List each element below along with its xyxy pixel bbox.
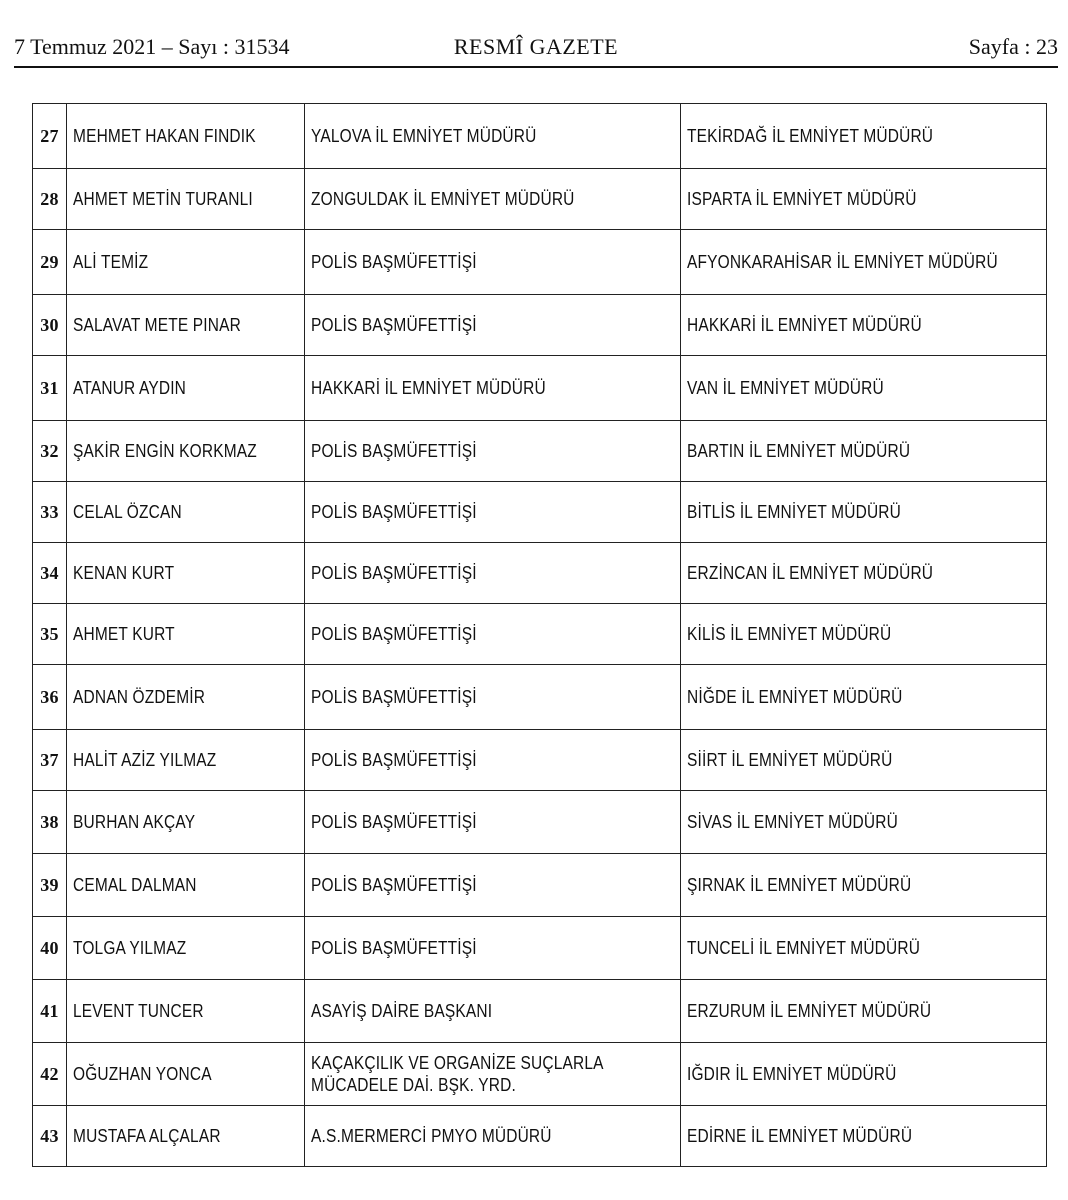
new-position-cell <box>681 980 1047 1043</box>
row-number-cell <box>33 104 67 169</box>
person-name-cell <box>67 421 305 482</box>
current-position-cell <box>305 230 681 295</box>
current-position-cell <box>305 791 681 854</box>
current-position-cell <box>305 1106 681 1167</box>
row-number-cell <box>33 543 67 604</box>
current-position: POLİS BAŞMÜFETTİŞİ <box>311 314 477 335</box>
row-number: 39 <box>40 874 59 895</box>
current-position: POLİS BAŞMÜFETTİŞİ <box>311 440 477 461</box>
person-name-cell <box>67 169 305 230</box>
new-position: TUNCELİ İL EMNİYET MÜDÜRÜ <box>687 937 921 958</box>
new-position: NİĞDE İL EMNİYET MÜDÜRÜ <box>687 686 903 707</box>
person-name-cell <box>67 730 305 791</box>
row-number: 43 <box>40 1125 59 1146</box>
new-position-cell <box>681 1043 1047 1106</box>
person-name-cell <box>67 295 305 356</box>
new-position-cell <box>681 169 1047 230</box>
person-name: MUSTAFA ALÇALAR <box>73 1125 221 1146</box>
current-position: KAÇAKÇILIK VE ORGANİZE SUÇLARLA MÜCADELE DAİ. BŞK. YRD. <box>311 1052 603 1095</box>
person-name-cell <box>67 543 305 604</box>
person-name-cell <box>67 230 305 295</box>
person-name-cell <box>67 482 305 543</box>
person-name: HALİT AZİZ YILMAZ <box>73 749 217 770</box>
new-position-cell <box>681 295 1047 356</box>
row-number-cell <box>33 482 67 543</box>
row-number-cell <box>33 791 67 854</box>
row-number-cell <box>33 356 67 421</box>
person-name: ŞAKİR ENGİN KORKMAZ <box>73 440 257 461</box>
new-position: ERZURUM İL EMNİYET MÜDÜRÜ <box>687 1000 932 1021</box>
current-position-cell <box>305 104 681 169</box>
new-position-cell <box>681 543 1047 604</box>
current-position-cell <box>305 295 681 356</box>
current-position: HAKKARİ İL EMNİYET MÜDÜRÜ <box>311 377 546 398</box>
row-number: 32 <box>40 440 59 461</box>
new-position: VAN İL EMNİYET MÜDÜRÜ <box>687 377 884 398</box>
row-number-cell <box>33 665 67 730</box>
row-number-cell <box>33 230 67 295</box>
row-number-cell <box>33 917 67 980</box>
current-position: ZONGULDAK İL EMNİYET MÜDÜRÜ <box>311 188 575 209</box>
person-name: OĞUZHAN YONCA <box>73 1063 212 1084</box>
row-number: 41 <box>40 1000 59 1021</box>
table-row <box>33 295 1047 356</box>
row-number: 37 <box>40 749 59 770</box>
person-name-cell <box>67 1043 305 1106</box>
new-position-cell <box>681 421 1047 482</box>
person-name-cell <box>67 356 305 421</box>
current-position: YALOVA İL EMNİYET MÜDÜRÜ <box>311 125 537 146</box>
table-row <box>33 791 1047 854</box>
table-row <box>33 1106 1047 1167</box>
new-position: EDİRNE İL EMNİYET MÜDÜRÜ <box>687 1125 913 1146</box>
new-position: SİİRT İL EMNİYET MÜDÜRÜ <box>687 749 893 770</box>
new-position: SİVAS İL EMNİYET MÜDÜRÜ <box>687 811 898 832</box>
row-number: 29 <box>40 251 59 272</box>
current-position-cell <box>305 604 681 665</box>
table-row <box>33 169 1047 230</box>
row-number: 38 <box>40 811 59 832</box>
row-number-cell <box>33 421 67 482</box>
person-name-cell <box>67 665 305 730</box>
row-number: 42 <box>40 1063 59 1084</box>
gazette-title: RESMÎ GAZETE <box>453 34 619 59</box>
person-name-cell <box>67 1106 305 1167</box>
row-number-cell <box>33 604 67 665</box>
person-name-cell <box>67 104 305 169</box>
appointments-table <box>32 103 1047 1167</box>
row-number: 34 <box>40 562 59 583</box>
new-position-cell <box>681 482 1047 543</box>
new-position-cell <box>681 1106 1047 1167</box>
new-position-cell <box>681 665 1047 730</box>
person-name: AHMET METİN TURANLI <box>73 188 253 209</box>
row-number: 40 <box>40 937 59 958</box>
new-position: ERZİNCAN İL EMNİYET MÜDÜRÜ <box>687 562 934 583</box>
new-position: KİLİS İL EMNİYET MÜDÜRÜ <box>687 623 892 644</box>
current-position: POLİS BAŞMÜFETTİŞİ <box>311 811 477 832</box>
current-position-cell <box>305 917 681 980</box>
current-position-cell <box>305 1043 681 1106</box>
row-number: 28 <box>40 188 59 209</box>
row-number-cell <box>33 1106 67 1167</box>
row-number-cell <box>33 980 67 1043</box>
page-number: Sayfa : 23 <box>968 34 1058 59</box>
person-name: BURHAN AKÇAY <box>73 811 196 832</box>
row-number: 36 <box>40 686 59 707</box>
current-position: ASAYİŞ DAİRE BAŞKANI <box>311 1000 493 1021</box>
row-number: 35 <box>40 623 59 644</box>
table-row <box>33 854 1047 917</box>
current-position: POLİS BAŞMÜFETTİŞİ <box>311 623 477 644</box>
new-position: BİTLİS İL EMNİYET MÜDÜRÜ <box>687 501 902 522</box>
page-header <box>14 30 1058 70</box>
table-row <box>33 980 1047 1043</box>
current-position: POLİS BAŞMÜFETTİŞİ <box>311 501 477 522</box>
table-row <box>33 1043 1047 1106</box>
current-position-cell <box>305 543 681 604</box>
new-position-cell <box>681 730 1047 791</box>
current-position: POLİS BAŞMÜFETTİŞİ <box>311 251 477 272</box>
person-name: ALİ TEMİZ <box>73 251 149 272</box>
new-position: AFYONKARAHİSAR İL EMNİYET MÜDÜRÜ <box>687 251 998 272</box>
new-position: BARTIN İL EMNİYET MÜDÜRÜ <box>687 440 911 461</box>
current-position-cell <box>305 356 681 421</box>
row-number-cell <box>33 730 67 791</box>
table-row <box>33 104 1047 169</box>
new-position-cell <box>681 917 1047 980</box>
current-position-cell <box>305 665 681 730</box>
issue-date-number: 7 Temmuz 2021 – Sayı : 31534 <box>14 34 290 59</box>
person-name: MEHMET HAKAN FINDIK <box>73 125 256 146</box>
new-position-cell <box>681 854 1047 917</box>
person-name-cell <box>67 791 305 854</box>
new-position: IĞDIR İL EMNİYET MÜDÜRÜ <box>687 1063 897 1084</box>
person-name: CELAL ÖZCAN <box>73 501 182 522</box>
row-number-cell <box>33 169 67 230</box>
current-position: POLİS BAŞMÜFETTİŞİ <box>311 874 477 895</box>
new-position-cell <box>681 230 1047 295</box>
new-position: ŞIRNAK İL EMNİYET MÜDÜRÜ <box>687 874 912 895</box>
current-position: A.S.MERMERCİ PMYO MÜDÜRÜ <box>311 1125 552 1146</box>
current-position: POLİS BAŞMÜFETTİŞİ <box>311 562 477 583</box>
new-position: ISPARTA İL EMNİYET MÜDÜRÜ <box>687 188 917 209</box>
current-position: POLİS BAŞMÜFETTİŞİ <box>311 937 477 958</box>
new-position-cell <box>681 356 1047 421</box>
person-name-cell <box>67 604 305 665</box>
row-number: 30 <box>40 314 59 335</box>
row-number-cell <box>33 1043 67 1106</box>
person-name: AHMET KURT <box>73 623 175 644</box>
table-row <box>33 665 1047 730</box>
header-divider <box>14 66 1058 68</box>
row-number-cell <box>33 295 67 356</box>
person-name-cell <box>67 980 305 1043</box>
current-position-cell <box>305 980 681 1043</box>
row-number: 27 <box>40 125 59 146</box>
person-name: KENAN KURT <box>73 562 175 583</box>
person-name: ADNAN ÖZDEMİR <box>73 686 206 707</box>
person-name: LEVENT TUNCER <box>73 1000 204 1021</box>
person-name-cell <box>67 917 305 980</box>
person-name: CEMAL DALMAN <box>73 874 197 895</box>
table-row <box>33 356 1047 421</box>
new-position-cell <box>681 604 1047 665</box>
table-row <box>33 543 1047 604</box>
new-position-cell <box>681 791 1047 854</box>
current-position-cell <box>305 730 681 791</box>
new-position: TEKİRDAĞ İL EMNİYET MÜDÜRÜ <box>687 125 934 146</box>
appointments-table-body <box>33 104 1047 1167</box>
person-name: TOLGA YILMAZ <box>73 937 187 958</box>
person-name-cell <box>67 854 305 917</box>
current-position: POLİS BAŞMÜFETTİŞİ <box>311 686 477 707</box>
new-position: HAKKARİ İL EMNİYET MÜDÜRÜ <box>687 314 922 335</box>
current-position: POLİS BAŞMÜFETTİŞİ <box>311 749 477 770</box>
new-position-cell <box>681 104 1047 169</box>
table-row <box>33 421 1047 482</box>
row-number-cell <box>33 854 67 917</box>
table-row <box>33 230 1047 295</box>
table-row <box>33 730 1047 791</box>
row-number: 31 <box>40 377 59 398</box>
current-position-cell <box>305 482 681 543</box>
current-position-cell <box>305 854 681 917</box>
table-row <box>33 917 1047 980</box>
current-position-cell <box>305 421 681 482</box>
current-position-cell <box>305 169 681 230</box>
person-name: SALAVAT METE PINAR <box>73 314 241 335</box>
row-number: 33 <box>40 501 59 522</box>
table-row <box>33 604 1047 665</box>
person-name: ATANUR AYDIN <box>73 377 187 398</box>
table-row <box>33 482 1047 543</box>
